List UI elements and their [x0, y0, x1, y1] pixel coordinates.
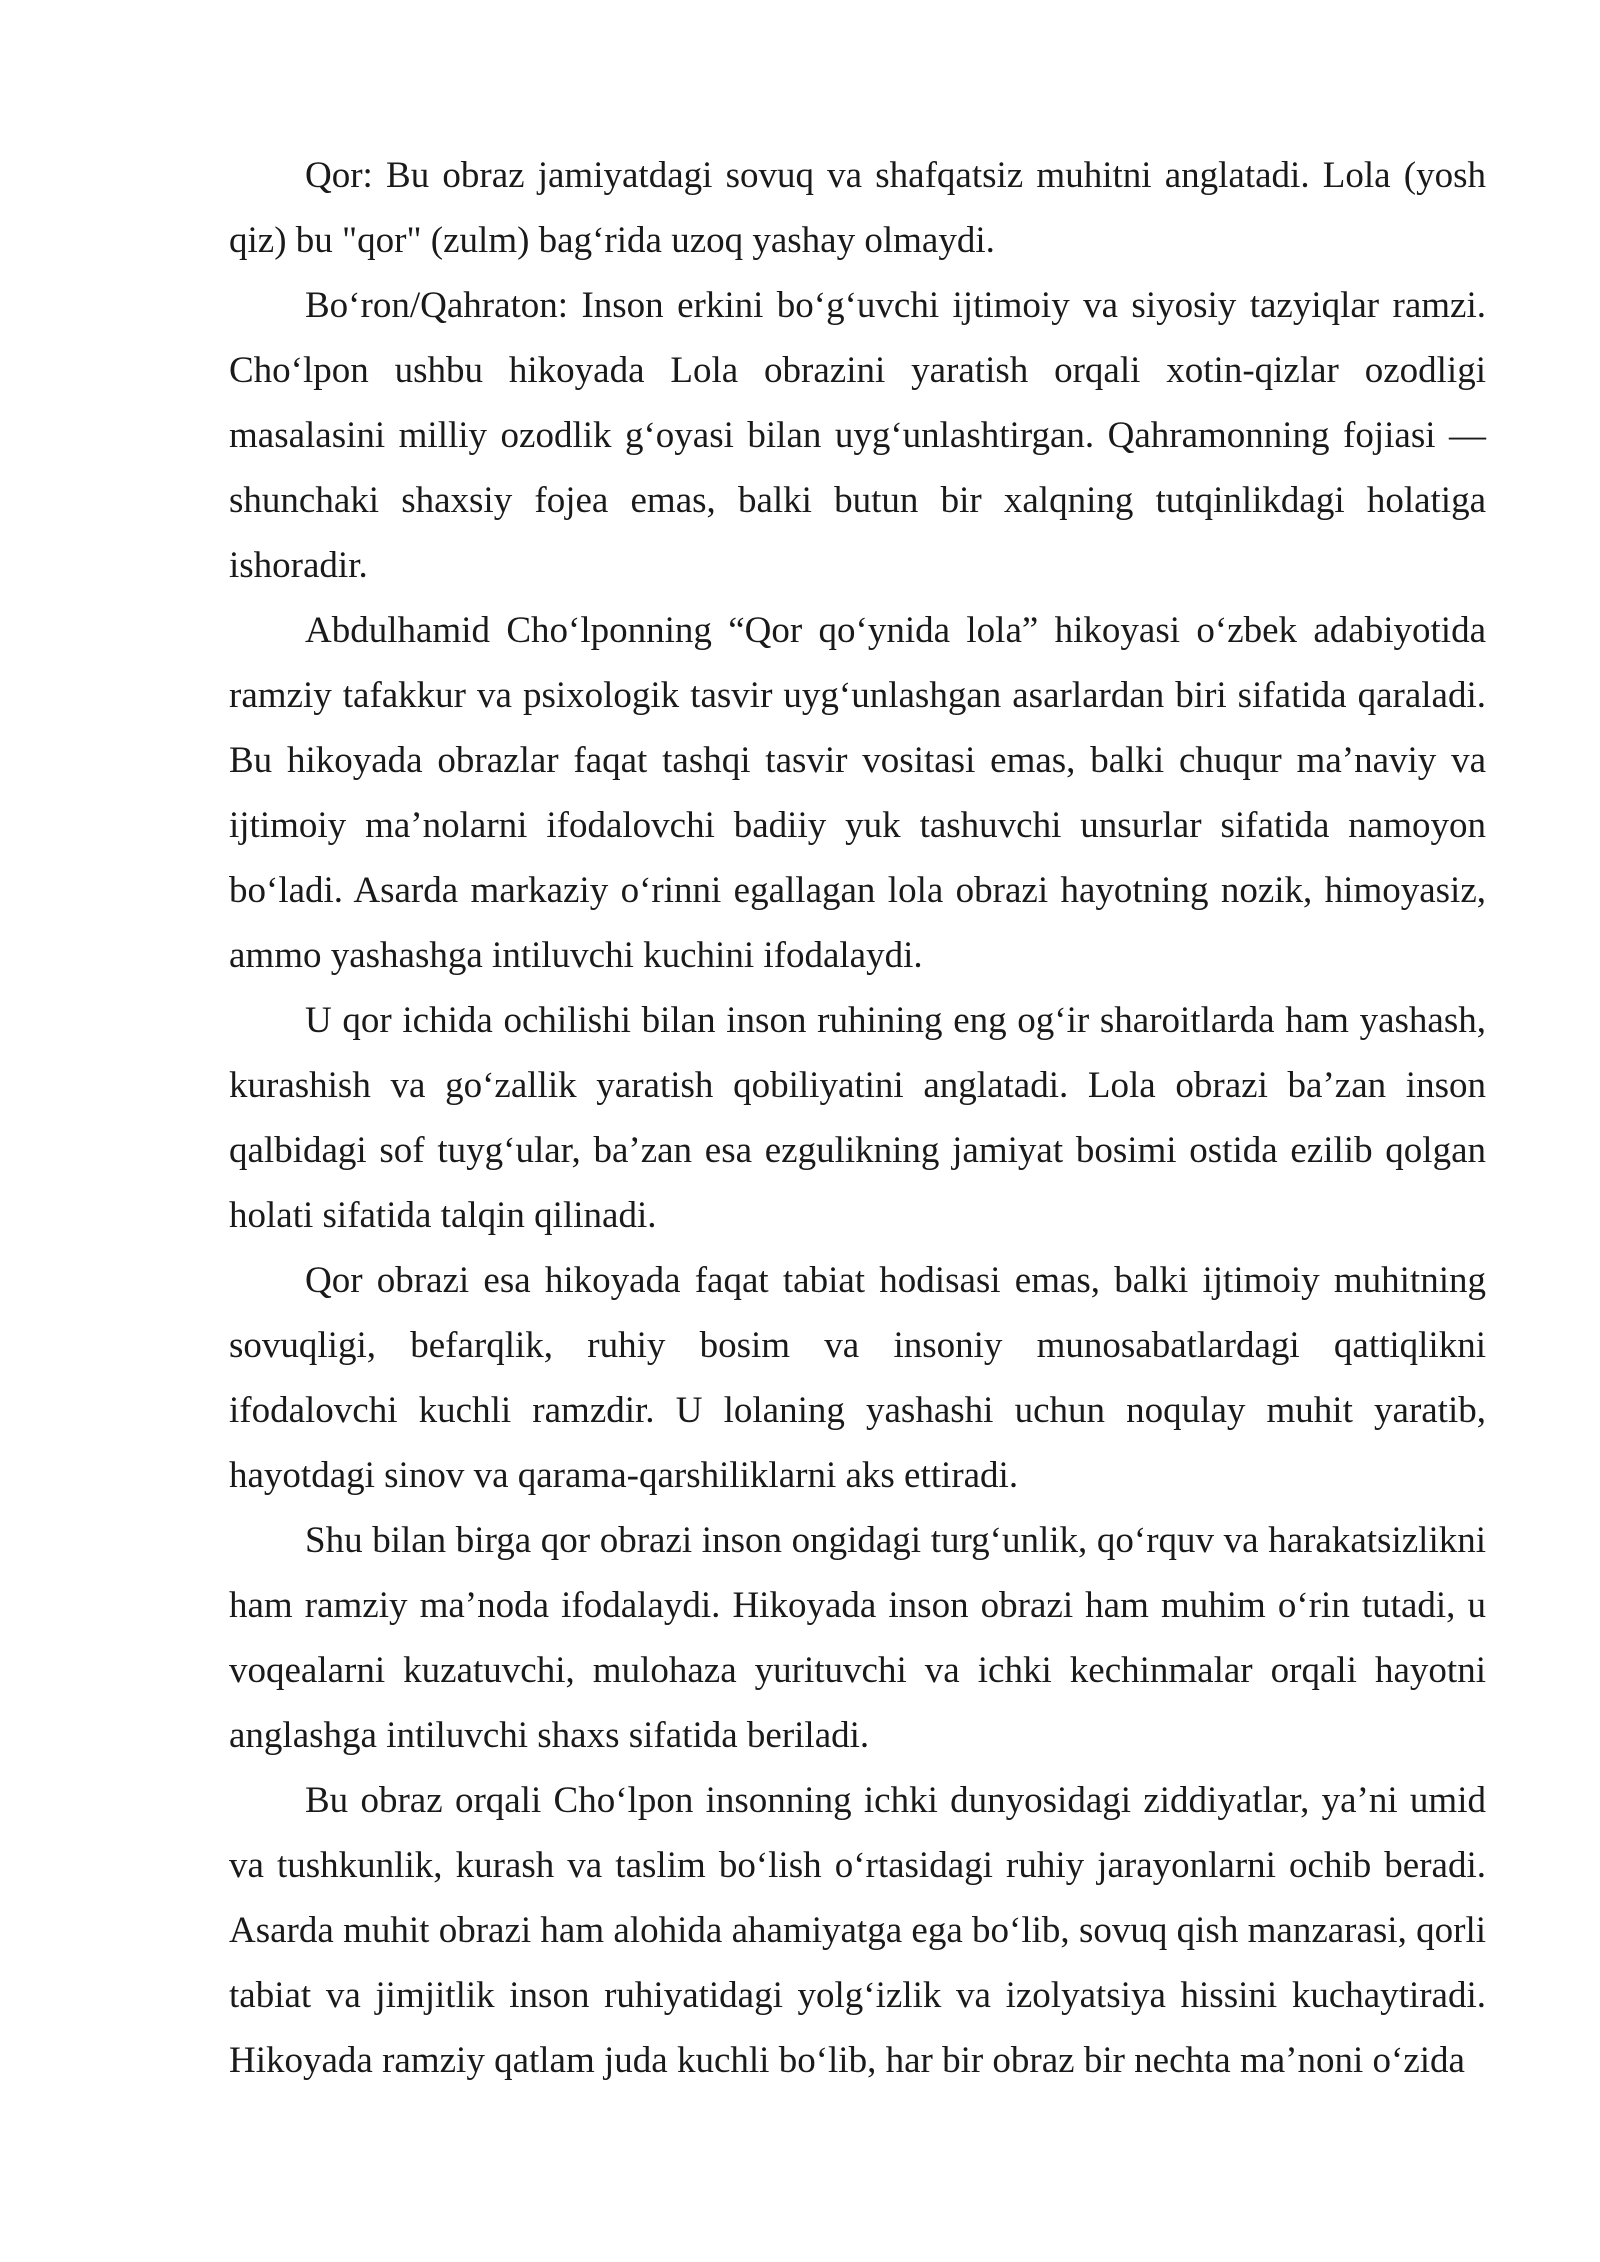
paragraph-bu-obraz: Bu obraz orqali Cho‘lpon insonning ichki dunyosidagi ziddiyatlar, ya’ni umid va tushkunlik, kurash va taslim bo‘lish o‘rtasidagi ruhiy jarayonlarni ochib beradi. Asarda muhit obrazi ham alohida ahamiyatga ega bo‘lib, sovuq qish manzarasi, qorli tabiat va jimjitlik inson ruhiyatidagi yolg‘izlik va izolyatsiya hissini kuchaytiradi. Hikoyada ramziy qatlam juda kuchli bo‘lib, har bir obraz bir nechta ma’noni o‘zida [229, 1780, 1486, 2081]
paragraph-u-qor-ichida: U qor ichida ochilishi bilan inson ruhining eng og‘ir sharoitlarda ham yashash, kurashish va go‘zallik yaratish qobiliyatini anglatadi. Lola obrazi ba’zan inson qalbidagi sof tuyg‘ular, ba’zan esa ezgulikning jamiyat bosimi ostida ezilib qolgan holati sifatida talqin qilinadi. [229, 1000, 1486, 1236]
paragraph-shu-bilan: Shu bilan birga qor obrazi inson ongidagi turg‘unlik, qo‘rquv va harakatsizlikni ham ramziy ma’noda ifodalaydi. Hikoyada inson obrazi ham muhim o‘rin tutadi, u voqealarni kuzatuvchi, mulohaza yurituvchi va ichki kechinmalar orqali hayotni anglashga intiluvchi shaxs sifatida beriladi. [229, 1520, 1486, 1756]
paragraph-boron: Bo‘ron/Qahraton: Inson erkini bo‘g‘uvchi ijtimoiy va siyosiy tazyiqlar ramzi. Cho‘lpon ushbu hikoyada Lola obrazini yaratish orqali xotin-qizlar ozodligi masalasini milliy ozodlik g‘oyasi bilan uyg‘unlashtirgan. Qahramonning fojiasi — shunchaki shaxsiy fojea emas, balki butun bir xalqning tutqinlikdagi holatiga ishoradir. [229, 285, 1486, 586]
paragraph-qor: Qor: Bu obraz jamiyatdagi sovuq va shafqatsiz muhitni anglatadi. Lola (yosh qiz) bu "qor" (zulm) bag‘rida uzoq yashay olmaydi. [229, 155, 1486, 261]
paragraph-abdulhamid: Abdulhamid Cho‘lponning “Qor qo‘ynida lola” hikoyasi o‘zbek adabiyotida ramziy tafakkur va psixologik tasvir uyg‘unlashgan asarlardan biri sifatida qaraladi. Bu hikoyada obrazlar faqat tashqi tasvir vositasi emas, balki chuqur ma’naviy va ijtimoiy ma’nolarni ifodalovchi badiiy yuk tashuvchi unsurlar sifatida namoyon bo‘ladi. Asarda markaziy o‘rinni egallagan lola obrazi hayotning nozik, himoyasiz, ammo yashashga intiluvchi kuchini ifodalaydi. [229, 610, 1486, 976]
body-text [229, 143, 1486, 2093]
paragraph-qor-obrazi: Qor obrazi esa hikoyada faqat tabiat hodisasi emas, balki ijtimoiy muhitning sovuqligi, befarqlik, ruhiy bosim va insoniy munosabatlardagi qattiqlikni ifodalovchi kuchli ramzdir. U lolaning yashashi uchun noqulay muhit yaratib, hayotdagi sinov va qarama-qarshiliklarni aks ettiradi. [229, 1260, 1486, 1496]
